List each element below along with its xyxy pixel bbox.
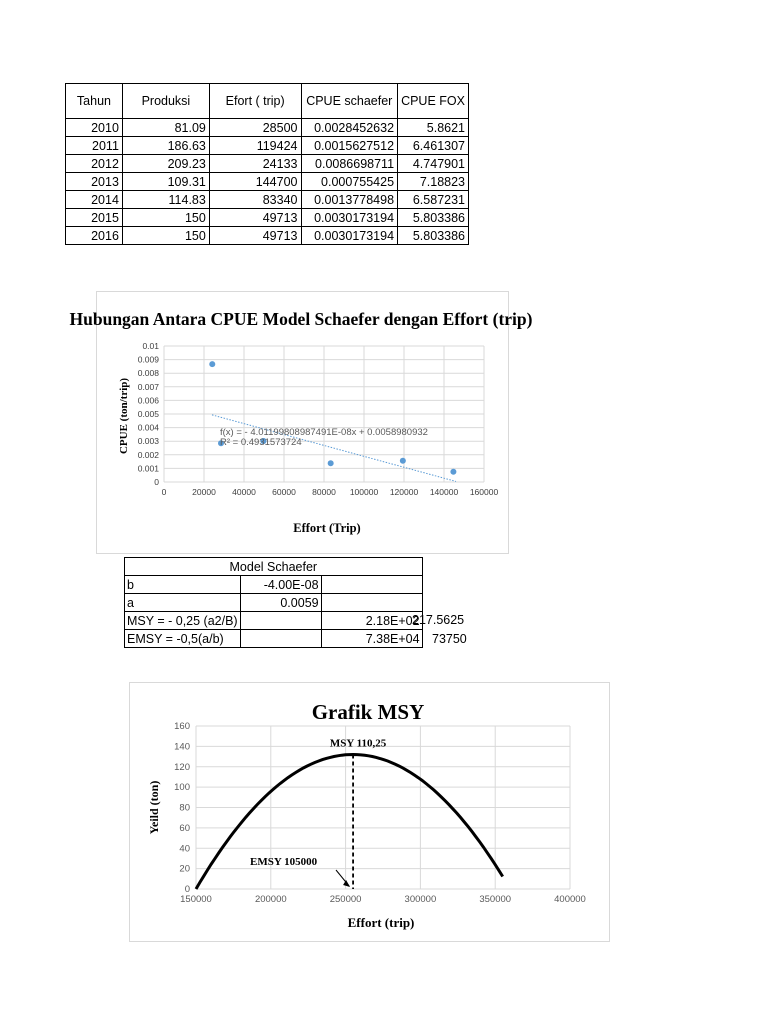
table-cell: 114.83 <box>122 191 209 209</box>
x-tick-label: 40000 <box>232 487 256 497</box>
table-cell: 150 <box>122 209 209 227</box>
table-cell: 109.31 <box>122 173 209 191</box>
y-tick-label: 40 <box>179 843 190 855</box>
col-header-produksi: Produksi <box>122 84 209 119</box>
chart-title: Grafik MSY <box>311 700 425 724</box>
x-tick-label: 100000 <box>349 487 379 497</box>
table-cell: 28500 <box>209 119 301 137</box>
y-tick-label: 0.006 <box>137 395 159 406</box>
y-tick-label: 0.003 <box>137 436 159 447</box>
x-tick-label: 140000 <box>429 487 459 497</box>
y-tick-label: 0.01 <box>142 341 159 351</box>
model-cell-value2 <box>321 576 422 594</box>
data-point <box>400 458 406 464</box>
data-point <box>328 460 334 466</box>
model-cell-label: EMSY = -0,5(a/b) <box>125 630 241 648</box>
emsy-annotation: EMSY 105000 <box>250 856 318 868</box>
y-tick-label: 0.001 <box>137 463 159 474</box>
model-row <box>125 612 423 630</box>
model-cell-value2 <box>321 594 422 612</box>
table-row <box>66 191 469 209</box>
table-cell: 119424 <box>209 137 301 155</box>
model-cell-value: -4.00E-08 <box>240 576 321 594</box>
table-row <box>66 137 469 155</box>
table-row <box>66 119 469 137</box>
table-cell: 83340 <box>209 191 301 209</box>
data-point <box>450 469 456 475</box>
y-tick-label: 0.005 <box>137 409 159 419</box>
x-axis-label: Effort (Trip) <box>293 521 361 535</box>
y-tick-label: 0.007 <box>137 381 159 392</box>
table-cell: 0.0013778498 <box>301 191 398 209</box>
table-cell: 209.23 <box>122 155 209 173</box>
model-title: Model Schaefer <box>125 558 423 576</box>
x-tick-label: 200000 <box>254 894 287 905</box>
x-tick-label: 250000 <box>329 894 362 905</box>
x-tick-label: 150000 <box>180 894 212 905</box>
data-point <box>209 361 215 367</box>
y-tick-label: 160 <box>174 721 190 732</box>
table-cell: 0.0015627512 <box>301 137 398 155</box>
y-tick-label: 0 <box>154 477 159 487</box>
y-tick-label: 0 <box>184 884 190 895</box>
x-tick-label: 160000 <box>469 487 499 497</box>
msy-extra-value: 217.5625 <box>412 613 465 627</box>
model-cell-value2: 2.18E+02 <box>321 612 422 630</box>
table-cell: 2011 <box>66 137 123 155</box>
model-row <box>125 576 423 594</box>
y-tick-label: 60 <box>179 822 190 834</box>
table-cell: 49713 <box>209 209 301 227</box>
table-row <box>66 209 469 227</box>
x-tick-label: 0 <box>161 487 167 497</box>
y-tick-label: 0.002 <box>137 449 159 460</box>
table-cell: 5.8621 <box>398 119 469 137</box>
model-cell-label: a <box>125 594 241 612</box>
y-tick-label: 20 <box>179 863 190 875</box>
table-cell: 2015 <box>66 209 123 227</box>
x-tick-label: 350000 <box>479 894 512 905</box>
table-cell: 81.09 <box>122 119 209 137</box>
table-cell: 0.000755425 <box>301 173 398 191</box>
data-table <box>65 83 469 245</box>
table-cell: 186.63 <box>122 137 209 155</box>
table-cell: 2016 <box>66 227 123 245</box>
table-row <box>66 155 469 173</box>
table-cell: 4.747901 <box>398 155 469 173</box>
model-cell-value <box>240 630 321 648</box>
model-cell-value <box>240 612 321 630</box>
x-tick-label: 300000 <box>404 894 437 905</box>
x-axis-label: Effort (trip) <box>347 915 415 930</box>
x-tick-label: 20000 <box>192 487 216 497</box>
y-tick-label: 140 <box>174 741 190 753</box>
msy-annotation: MSY 110,25 <box>329 737 387 750</box>
table-row <box>66 173 469 191</box>
model-row <box>125 630 423 648</box>
table-cell: 24133 <box>209 155 301 173</box>
model-row <box>125 594 423 612</box>
x-tick-label: 60000 <box>272 487 296 497</box>
col-header-efort: Efort ( trip) <box>209 84 301 119</box>
x-tick-label: 120000 <box>389 487 419 497</box>
table-cell: 49713 <box>209 227 301 245</box>
cpue-effort-chart <box>0 291 768 553</box>
chart-title: Hubungan Antara CPUE Model Schaefer dengan Effort (trip) <box>69 309 533 329</box>
col-header-cpue-schaefer: CPUE schaefer <box>301 84 398 119</box>
model-schaefer-table <box>124 557 423 648</box>
table-cell: 150 <box>122 227 209 245</box>
y-tick-label: 0.009 <box>137 354 159 365</box>
table-cell: 0.0028452632 <box>301 119 398 137</box>
table-header-row <box>66 84 469 119</box>
table-cell: 0.0030173194 <box>301 209 398 227</box>
table-cell: 144700 <box>209 173 301 191</box>
y-tick-label: 0.008 <box>137 368 159 379</box>
table-cell: 2014 <box>66 191 123 209</box>
x-tick-label: 80000 <box>312 487 336 497</box>
trendline-equation: f(x) = - 4.01199808987491E-08x + 0.0058980932 <box>220 427 428 438</box>
table-cell: 2013 <box>66 173 123 191</box>
model-cell-label: b <box>125 576 241 594</box>
col-header-cpue-fox: CPUE FOX <box>398 84 469 119</box>
y-tick-label: 0.004 <box>137 422 159 433</box>
table-cell: 6.461307 <box>398 137 469 155</box>
col-header-tahun: Tahun <box>66 84 123 119</box>
msy-chart <box>0 682 768 942</box>
model-cell-value: 0.0059 <box>240 594 321 612</box>
y-axis-label: CPUE (ton/trip) <box>118 377 130 455</box>
table-cell: 5.803386 <box>398 209 469 227</box>
emsy-extra-value: 73750 <box>432 632 467 646</box>
y-tick-label: 120 <box>174 761 190 773</box>
y-tick-label: 100 <box>174 782 190 794</box>
table-cell: 2010 <box>66 119 123 137</box>
table-cell: 6.587231 <box>398 191 469 209</box>
table-cell: 0.0086698711 <box>301 155 398 173</box>
table-cell: 0.0030173194 <box>301 227 398 245</box>
y-tick-label: 80 <box>179 802 190 814</box>
table-cell: 7.18823 <box>398 173 469 191</box>
trendline <box>212 415 456 482</box>
emsy-arrow-head <box>343 880 350 887</box>
table-row <box>66 227 469 245</box>
table-cell: 2012 <box>66 155 123 173</box>
y-axis-label: Yeild (ton) <box>147 780 161 835</box>
model-cell-value2: 7.38E+04 <box>321 630 422 648</box>
x-tick-label: 400000 <box>554 894 586 905</box>
table-cell: 5.803386 <box>398 227 469 245</box>
trendline-r2: R² = 0.4931573724 <box>220 437 302 448</box>
model-cell-label: MSY = - 0,25 (a2/B) <box>125 612 241 630</box>
